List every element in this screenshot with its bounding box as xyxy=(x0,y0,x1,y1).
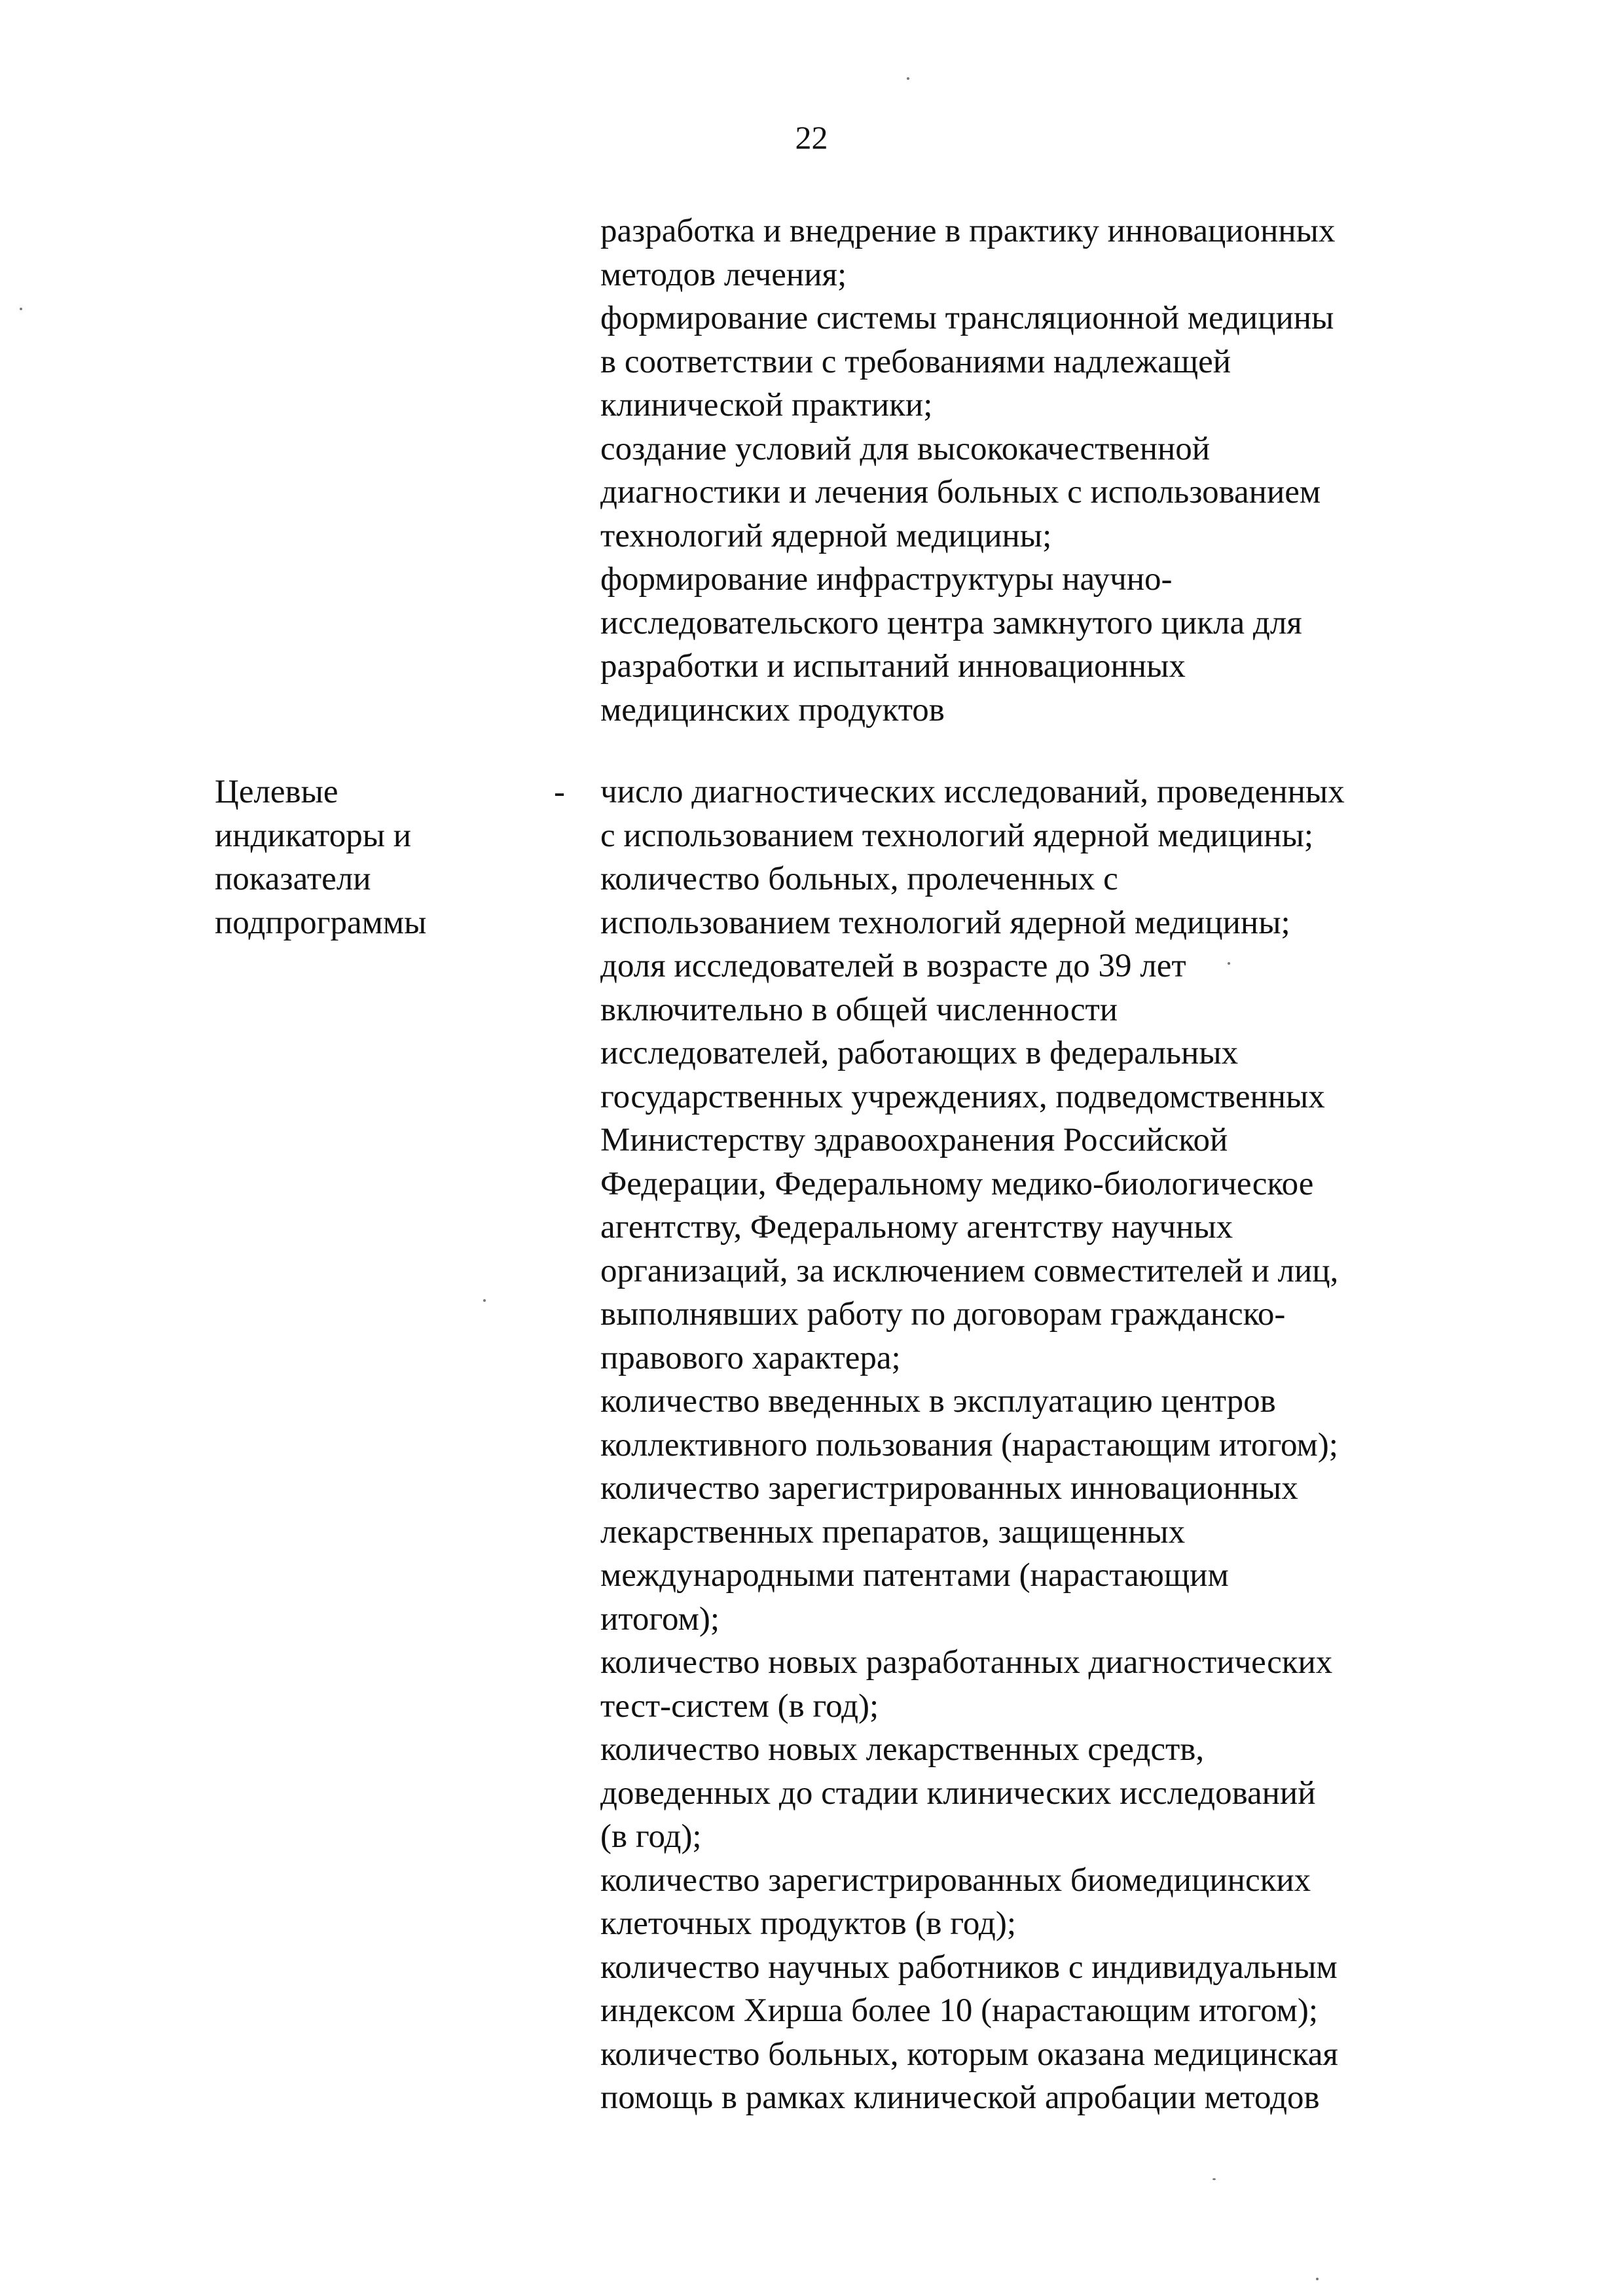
text-line: формирование системы трансляционной медицины xyxy=(600,300,1334,336)
text-line: включительно в общей численности xyxy=(600,991,1118,1028)
text-line: коллективного пользования (нарастающим итогом); xyxy=(600,1426,1338,1463)
label-line: показатели xyxy=(215,861,371,897)
scan-speck xyxy=(20,308,22,310)
scan-speck xyxy=(1316,2278,1319,2280)
text-line: диагностики и лечения больных с использованием xyxy=(600,474,1321,511)
text-line: количество введенных в эксплуатацию центров xyxy=(600,1383,1276,1420)
text-line: государственных учреждениях, подведомственных xyxy=(600,1078,1325,1115)
text-line: Федерации, Федеральному медико-биологическое xyxy=(600,1165,1314,1202)
text-line: в соответствии с требованиями надлежащей xyxy=(600,343,1231,380)
text-line: количество больных, пролеченных с xyxy=(600,861,1118,897)
text-line: клеточных продуктов (в год); xyxy=(600,1905,1017,1942)
scan-speck xyxy=(1213,2178,1216,2180)
text-line: помощь в рамках клинической апробации методов xyxy=(600,2079,1320,2116)
text-line: количество новых лекарственных средств, xyxy=(600,1731,1205,1768)
text-line: методов лечения; xyxy=(600,256,847,293)
text-line: создание условий для высококачественной xyxy=(600,430,1211,467)
text-line: с использованием технологий ядерной медицины; xyxy=(600,817,1314,854)
text-line: разработка и внедрение в практику инновационных xyxy=(600,213,1336,249)
text-line: количество зарегистрированных биомедицинских xyxy=(600,1861,1311,1899)
text-line: Министерству здравоохранения Российской xyxy=(600,1122,1228,1158)
indicators-label xyxy=(215,770,516,944)
text-line: итогом); xyxy=(600,1600,720,1638)
indicators-text xyxy=(600,770,1543,2120)
scan-speck xyxy=(1228,962,1230,965)
text-line: число диагностических исследований, проведенных xyxy=(600,774,1345,810)
text-line: международными патентами (нарастающим xyxy=(600,1557,1229,1594)
text-line: индексом Хирша более 10 (нарастающим итогом); xyxy=(600,1992,1319,2029)
label-line: индикаторы и xyxy=(215,817,412,854)
text-line: количество научных работников с индивидуальным xyxy=(600,1948,1338,1986)
text-line: технологий ядерной медицины; xyxy=(600,517,1052,554)
text-line: количество зарегистрированных инновационных xyxy=(600,1470,1298,1507)
text-line: разработки и испытаний инновационных xyxy=(600,648,1186,685)
text-line: клинической практики; xyxy=(600,387,933,423)
text-line: (в год); xyxy=(600,1818,702,1855)
goals-continuation-text xyxy=(600,209,1543,732)
page-number: 22 xyxy=(795,119,828,156)
scan-speck xyxy=(483,1299,486,1302)
text-line: исследовательского центра замкнутого цикла для xyxy=(600,604,1302,641)
text-line: выполнявших работу по договорам гражданско- xyxy=(600,1296,1286,1333)
text-line: медицинских продуктов xyxy=(600,691,945,728)
text-line: использованием технологий ядерной медицины; xyxy=(600,904,1290,941)
label-line: подпрограммы xyxy=(215,904,427,941)
label-line: Целевые xyxy=(215,774,338,810)
text-line: количество больных, которым оказана медицинская xyxy=(600,2036,1338,2073)
text-line: доведенных до стадии клинических исследований xyxy=(600,1774,1316,1812)
text-line: лекарственных препаратов, защищенных xyxy=(600,1513,1186,1551)
text-line: исследователей, работающих в федеральных xyxy=(600,1035,1239,1071)
text-line: организаций, за исключением совместителей и лиц, xyxy=(600,1252,1339,1289)
text-line: формирование инфраструктуры научно- xyxy=(600,561,1173,598)
text-line: тест-систем (в год); xyxy=(600,1687,879,1725)
text-line: доля исследователей в возрасте до 39 лет xyxy=(600,948,1186,984)
text-line: правового характера; xyxy=(600,1339,901,1376)
text-line: агентству, Федеральному агентству научных xyxy=(600,1209,1233,1246)
scan-speck xyxy=(907,77,909,80)
row-separator-dash: - xyxy=(554,774,565,810)
text-line: количество новых разработанных диагностических xyxy=(600,1644,1333,1681)
